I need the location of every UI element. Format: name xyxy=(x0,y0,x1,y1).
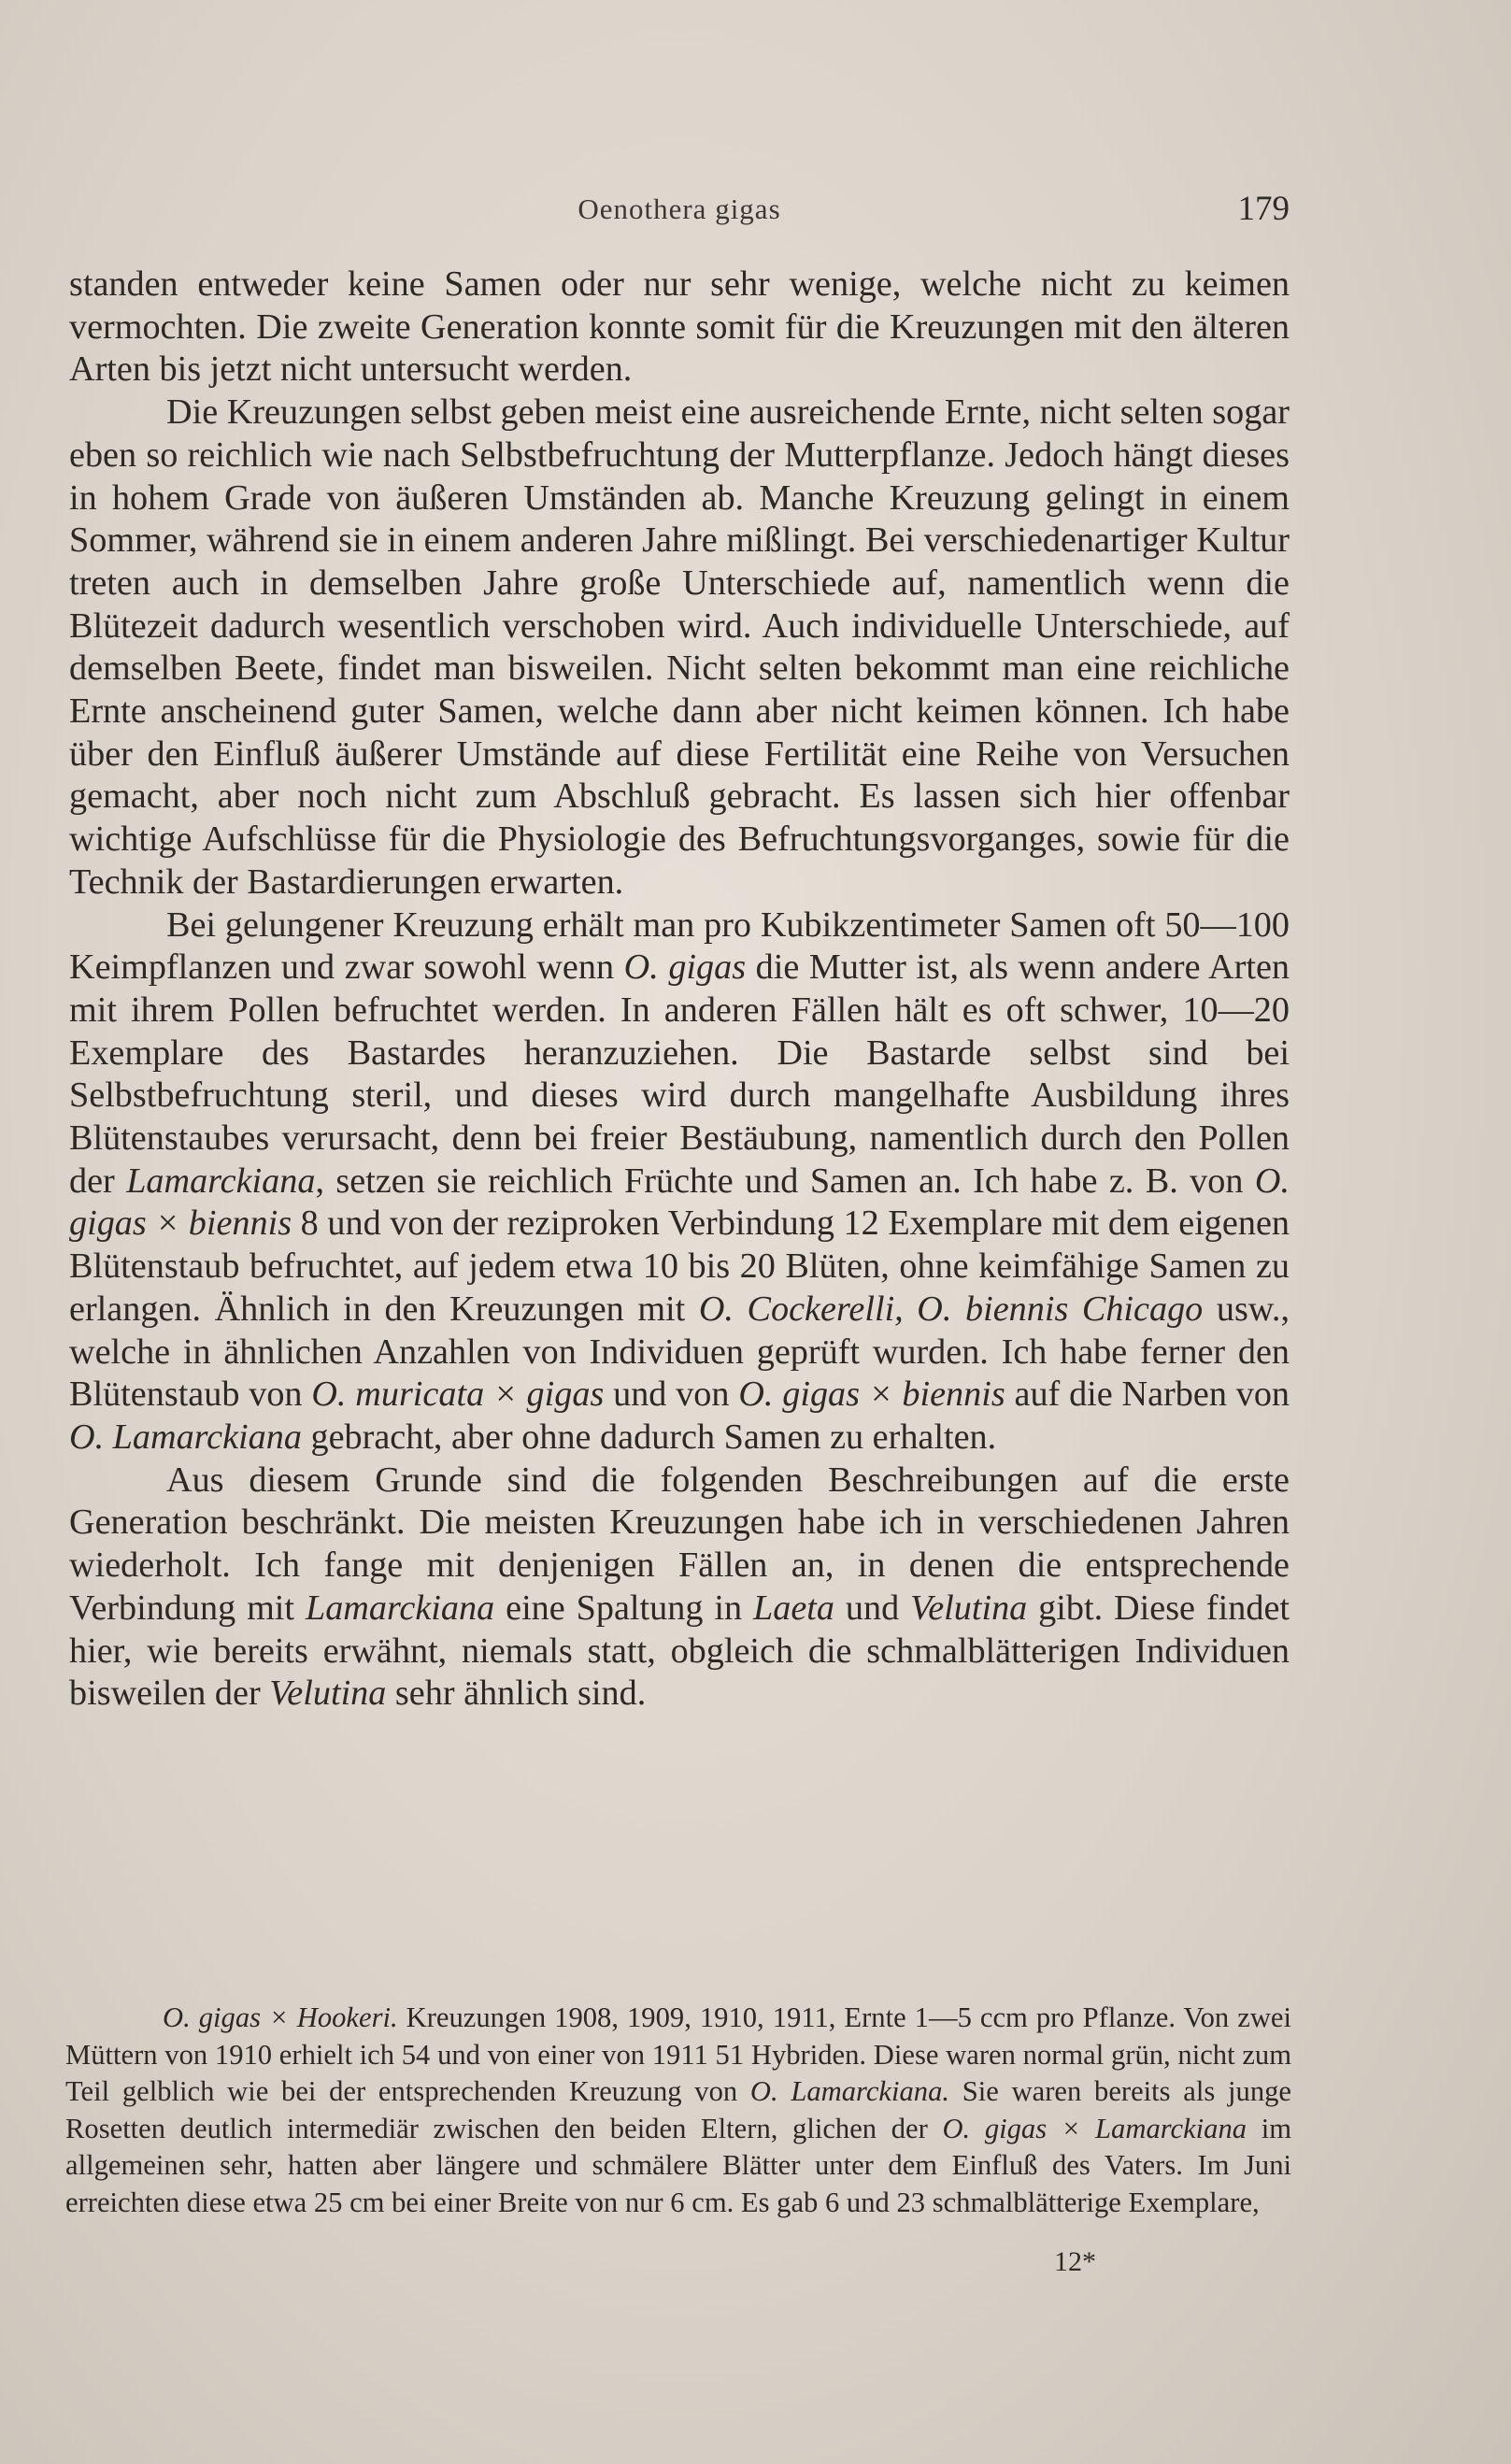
italic-term: O. Lamarckiana. xyxy=(749,2075,950,2107)
paragraph xyxy=(69,263,1290,392)
italic-term: O. gigas × Hookeri. xyxy=(163,2001,398,2033)
text-run: und xyxy=(834,1588,911,1628)
italic-term: Velutina xyxy=(269,1674,387,1714)
italic-term: O. gigas xyxy=(623,947,747,988)
body-text xyxy=(69,263,1290,1716)
footnote xyxy=(65,2000,1291,2221)
paragraph xyxy=(69,904,1290,1460)
italic-term: O. muricata × gigas xyxy=(311,1374,605,1415)
italic-term: O. gigas × biennis xyxy=(69,1161,1290,1244)
italic-term: Lamarckiana xyxy=(305,1588,495,1628)
text-run: auf die Narben von xyxy=(1005,1374,1290,1415)
text-run: standen entweder keine Samen oder nur sehr wenige, welche nicht zu keimen vermochten. Die zweite Generation konnte somit für die Kreuzungen mit den älteren Arten bis jetzt nicht untersucht werden. xyxy=(69,264,1290,390)
text-run: usw., welche in ähnlichen Anzahlen von Individuen geprüft wurden. Ich habe ferner den Blütenstaub von xyxy=(69,1289,1290,1415)
text-run: Aus diesem Grunde sind die folgenden Beschreibungen auf die erste Generation beschränkt. Die meisten Kreuzungen habe ich in verschiedenen Jahren wiederholt. Ich fange mit denjenigen Fällen an, in denen die entsprechende Verbindung mit xyxy=(69,1460,1290,1628)
text-run: , setzen sie reichlich Früchte und Samen an. Ich habe z. B. von xyxy=(315,1161,1255,1201)
italic-term: Laeta xyxy=(752,1588,834,1628)
paragraph xyxy=(69,1460,1290,1716)
text-run: und von xyxy=(604,1374,739,1415)
sheet-signature: 12* xyxy=(1054,2246,1096,2277)
text-run: Die Kreuzungen selbst geben meist eine ausreichende Ernte, nicht selten sogar eben so reichlich wie nach Selbstbefruchtung der Mutterpflanze. Jedoch hängt dieses in hohem Grade von äußeren Umständen ab. Manche Kreuzung gelingt in einem Sommer, während sie in einem anderen Jahre mißlingt. Bei verschiedenartiger Kultur treten auch in demselben Jahre große Unterschiede auf, namentlich wenn die Blütezeit dadurch wesentlich verschoben wird. Auch individuelle Unterschiede, auf demselben Beete, findet man bisweilen. Nicht selten bekommt man eine reichliche Ernte anscheinend guter Samen, welche dann aber nicht keimen können. Ich habe über den Einfluß äußerer Umstände auf diese Fertilität eine Reihe von Versuchen gemacht, aber noch nicht zum Abschluß gebracht. Es lassen sich hier offenbar wichtige Aufschlüsse für die Physiologie des Befruchtungsvorganges, sowie für die Technik der Bastardierungen erwarten. xyxy=(69,392,1290,902)
page-number: 179 xyxy=(1237,190,1290,228)
italic-term: O. Lamarckiana xyxy=(69,1417,302,1457)
text-run: 8 und von der reziproken Verbindung 12 Exemplare mit dem eigenen Blütenstaub befruchtet, auf jedem etwa 10 bis 20 Blüten, ohne keimfähige Samen zu erlangen. Ähnlich in den Kreuzungen mit xyxy=(69,1204,1290,1329)
footnote-paragraph xyxy=(65,2000,1291,2221)
italic-term: O. Cockerelli, O. biennis Chicago xyxy=(698,1289,1204,1329)
text-run: Bei gelungener Kreuzung erhält man pro Kubikzentimeter Samen oft 50—100 Keimpflanzen und zwar sowohl wenn xyxy=(69,904,1290,988)
italic-term: O. gigas × biennis xyxy=(738,1374,1005,1415)
text-run: Sie waren bereits als junge Rosetten deutlich intermediär zwischen den beiden Eltern, glichen der xyxy=(65,2075,1291,2144)
italic-term: O. gigas × Lamarckiana xyxy=(942,2112,1247,2144)
page-header xyxy=(69,189,1290,235)
running-title: Oenothera gigas xyxy=(577,192,781,225)
text-run: eine Spaltung in xyxy=(494,1588,753,1628)
text-run: gebracht, aber ohne dadurch Samen zu erhalten. xyxy=(301,1417,997,1457)
text-run: Kreuzungen 1908, 1909, 1910, 1911, Ernte 1—5 ccm pro Pflanze. Von zwei Müttern von 1910 erhielt ich 54 und von einer von 1911 51 Hybriden. Diese waren normal grün, nicht zum Teil gelblich wie bei der entsprechenden Kreuzung von xyxy=(65,2001,1291,2107)
paragraph xyxy=(69,392,1290,904)
text-run: sehr ähnlich sind. xyxy=(386,1674,647,1714)
text-run: im allgemeinen sehr, hatten aber längere und schmälere Blätter unter dem Einfluß des Vaters. Im Juni erreichten diese etwa 25 cm bei einer Breite von nur 6 cm. Es gab 6 und 23 schmalblätterige Exemplare, xyxy=(65,2112,1291,2218)
italic-term: Velutina xyxy=(910,1588,1028,1628)
text-run: gibt. Diese findet hier, wie bereits erwähnt, niemals statt, obgleich die schmalblätterigen Individuen bisweilen der xyxy=(69,1588,1290,1714)
italic-term: Lamarckiana xyxy=(126,1161,316,1201)
text-run: die Mutter ist, als wenn andere Arten mit ihrem Pollen befruchtet werden. In anderen Fällen hält es oft schwer, 10—20 Exemplare des Bastardes heranzuziehen. Die Bastarde selbst sind bei Selbstbefruchtung steril, und dieses wird durch mangelhafte Ausbildung ihres Blütenstaubes verursacht, denn bei freier Bestäubung, namentlich durch den Pollen der xyxy=(69,947,1290,1201)
